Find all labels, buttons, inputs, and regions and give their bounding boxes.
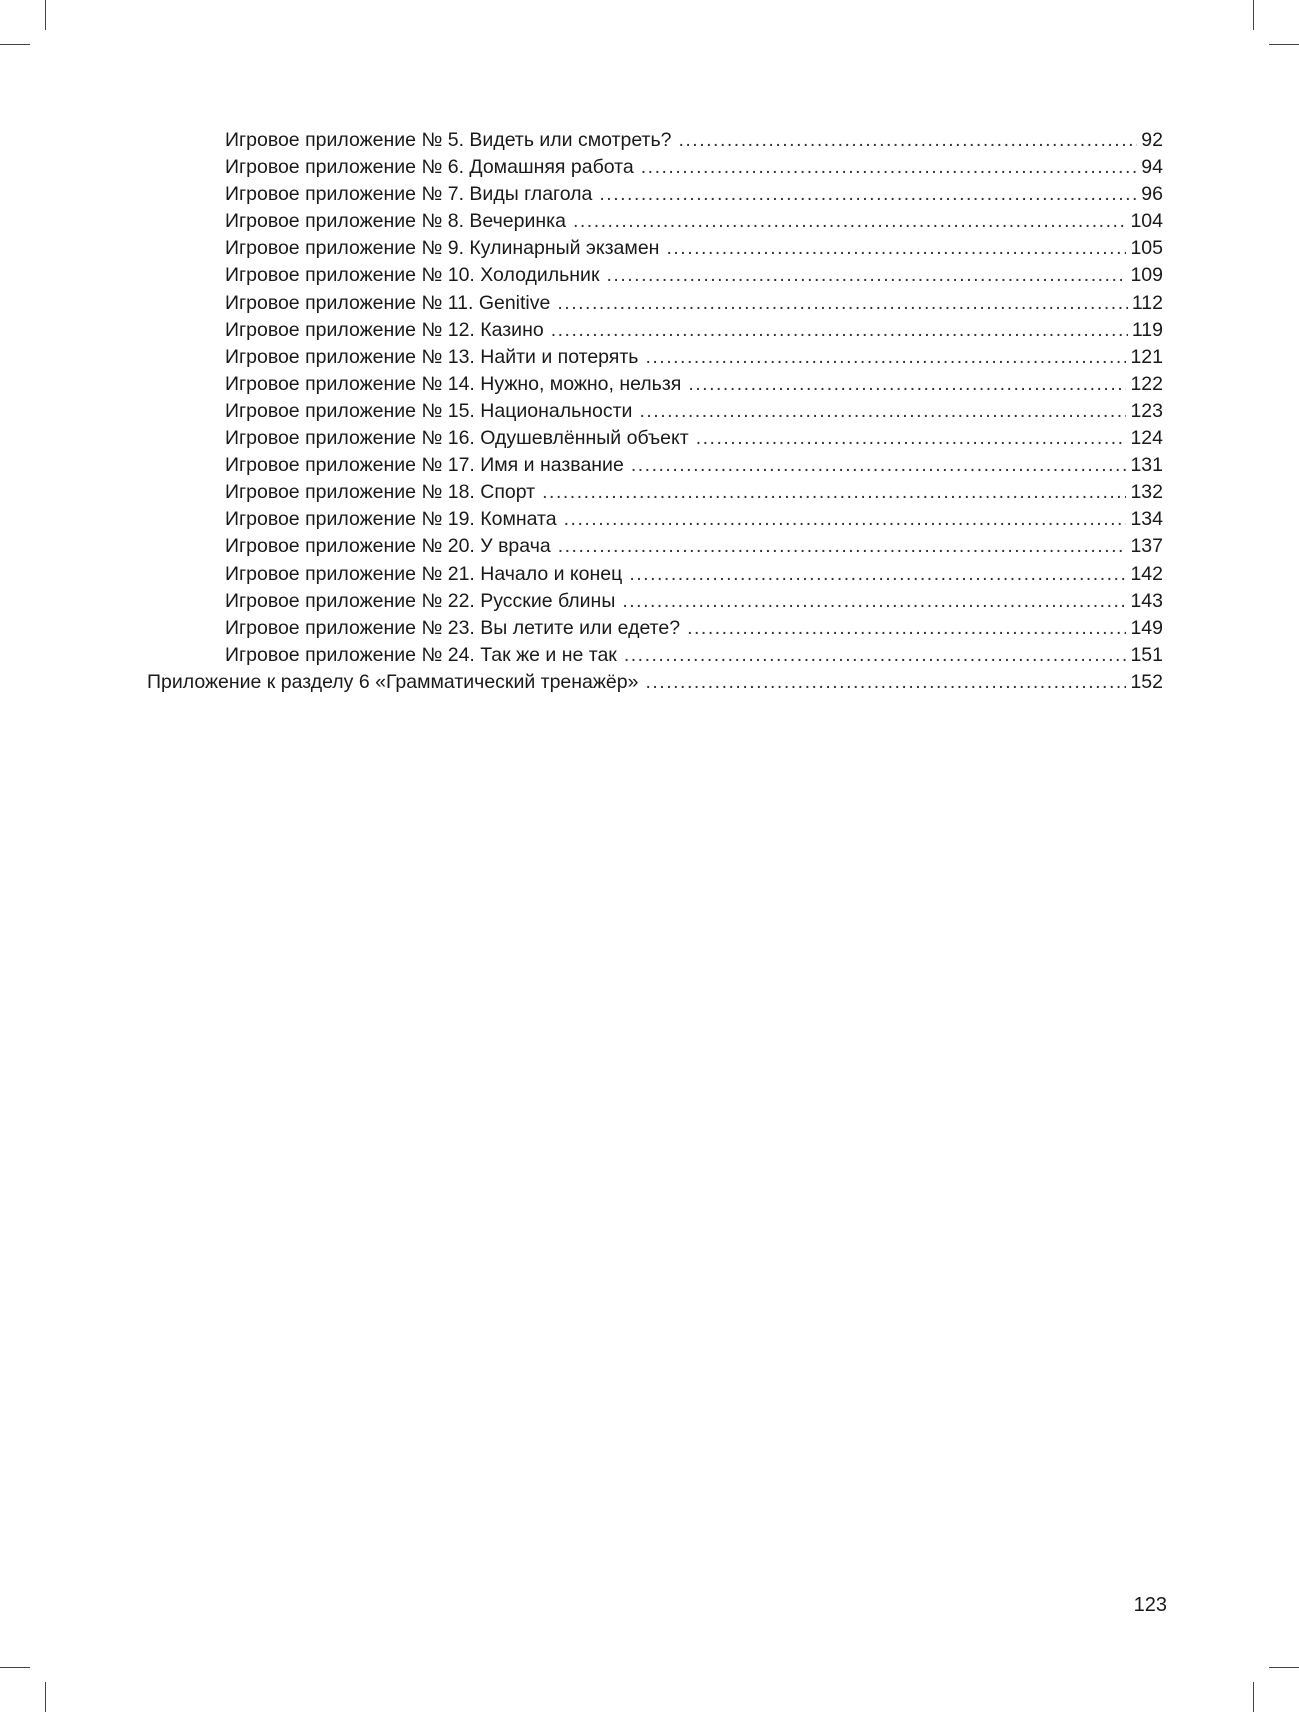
table-of-contents: [147, 127, 1163, 696]
dot-leader: [645, 344, 1126, 371]
toc-entry: [147, 371, 1163, 398]
toc-entry-page: 122: [1130, 372, 1163, 395]
toc-entry-page: 94: [1141, 156, 1163, 179]
toc-entry-title: Игровое приложение № 16. Одушевлённый объект: [225, 427, 689, 450]
dot-leader: [645, 669, 1126, 696]
toc-entry-title: Игровое приложение № 5. Видеть или смотреть?: [225, 129, 672, 151]
toc-entry: [147, 561, 1163, 588]
toc-entry-page: 112: [1131, 291, 1163, 314]
toc-entry: [147, 235, 1163, 262]
toc-entry-title: Игровое приложение № 19. Комната: [225, 508, 557, 531]
crop-mark-top-right: [1253, 0, 1254, 30]
toc-entry-title: Игровое приложение № 18. Спорт: [225, 481, 536, 504]
toc-entry: [147, 506, 1163, 533]
toc-entry-title: Игровое приложение № 9. Кулинарный экзамен: [225, 237, 660, 260]
dot-leader: [631, 452, 1127, 479]
toc-entry-title: Игровое приложение № 13. Найти и потерять: [225, 345, 639, 368]
toc-entry: [147, 154, 1163, 181]
crop-mark-top-left-h: [0, 44, 30, 45]
toc-entry-section: [147, 669, 1163, 696]
dot-leader: [557, 290, 1128, 317]
toc-entry-title: Игровое приложение № 15. Национальности: [225, 399, 633, 422]
toc-entry-page: 152: [1130, 670, 1163, 693]
dot-leader: [622, 588, 1126, 615]
toc-entry-page: 109: [1130, 264, 1163, 287]
toc-entry: [147, 615, 1163, 642]
toc-entry-title: Игровое приложение № 24. Так же и не так: [225, 643, 617, 666]
toc-entry-title: Игровое приложение № 21. Начало и конец: [225, 562, 623, 585]
dot-leader: [666, 235, 1126, 262]
toc-entry-title: Игровое приложение № 7. Виды глагола: [225, 183, 593, 206]
dot-leader: [558, 533, 1127, 560]
toc-entry: [147, 588, 1163, 615]
toc-entry: [147, 290, 1163, 317]
toc-entry-title: Игровое приложение № 22. Русские блины: [225, 589, 616, 612]
dot-leader: [551, 317, 1128, 344]
toc-entry-page: 143: [1130, 589, 1163, 612]
crop-mark-bottom-right-h: [1269, 1667, 1299, 1668]
dot-leader: [624, 642, 1127, 669]
dot-leader: [629, 561, 1126, 588]
toc-entry-page: 104: [1130, 210, 1163, 233]
toc-entry: [147, 208, 1163, 235]
toc-entry-title: Игровое приложение № 11. Genitive: [225, 291, 551, 314]
toc-entry-page: 131: [1130, 454, 1163, 477]
toc-entry-title: Игровое приложение № 10. Холодильник: [225, 264, 600, 287]
toc-entry: [147, 344, 1163, 371]
toc-entry-page: 105: [1130, 237, 1163, 260]
toc-entry-page: 96: [1141, 183, 1163, 206]
crop-mark-bottom-left-h: [0, 1667, 30, 1668]
toc-entry: [147, 181, 1163, 208]
toc-entry: [147, 262, 1163, 289]
toc-entry: [147, 533, 1163, 560]
toc-entry: [147, 127, 1163, 154]
toc-entry-title: Игровое приложение № 17. Имя и название: [225, 454, 624, 477]
dot-leader: [542, 479, 1126, 506]
toc-entry-title: Игровое приложение № 8. Вечеринка: [225, 210, 566, 233]
toc-entry-title: Игровое приложение № 14. Нужно, можно, нельзя: [225, 372, 682, 395]
crop-mark-bottom-right: [1253, 1682, 1254, 1712]
dot-leader: [639, 398, 1126, 425]
toc-entry-page: 149: [1130, 616, 1163, 639]
dot-leader: [696, 425, 1127, 452]
toc-entry-page: 124: [1130, 427, 1163, 450]
toc-entry-page: 121: [1130, 345, 1163, 368]
dot-leader: [678, 127, 1137, 154]
toc-entry-title: Игровое приложение № 6. Домашняя работа: [225, 156, 634, 179]
toc-entry-page: 151: [1130, 643, 1163, 666]
toc-entry-page: 137: [1130, 535, 1163, 558]
dot-leader: [606, 262, 1126, 289]
toc-entry: [147, 398, 1163, 425]
dot-leader: [687, 615, 1126, 642]
crop-mark-top-right-h: [1269, 44, 1299, 45]
toc-entry-title: Игровое приложение № 23. Вы летите или едете?: [225, 616, 681, 639]
toc-entry: [147, 642, 1163, 669]
toc-entry-page: 132: [1130, 481, 1163, 504]
toc-entry-title: Игровое приложение № 20. У врача: [225, 535, 551, 558]
toc-entry-page: 119: [1131, 318, 1163, 341]
toc-entry-title: Приложение к разделу 6 «Грамматический тренажёр»: [147, 670, 639, 693]
page-number: 123: [1133, 1594, 1167, 1616]
toc-entry-page: 134: [1130, 508, 1163, 531]
dot-leader: [641, 154, 1138, 181]
dot-leader: [688, 371, 1126, 398]
toc-entry-page: 123: [1130, 399, 1163, 422]
dot-leader: [599, 181, 1137, 208]
dot-leader: [573, 208, 1127, 235]
toc-entry: [147, 452, 1163, 479]
toc-entry-page: 92: [1141, 129, 1163, 151]
dot-leader: [564, 506, 1127, 533]
toc-entry: [147, 479, 1163, 506]
crop-mark-top-left: [45, 0, 46, 30]
crop-mark-bottom-left: [45, 1682, 46, 1712]
toc-entry: [147, 425, 1163, 452]
toc-entry-title: Игровое приложение № 12. Казино: [225, 318, 544, 341]
toc-entry-page: 142: [1130, 562, 1163, 585]
toc-entry: [147, 317, 1163, 344]
